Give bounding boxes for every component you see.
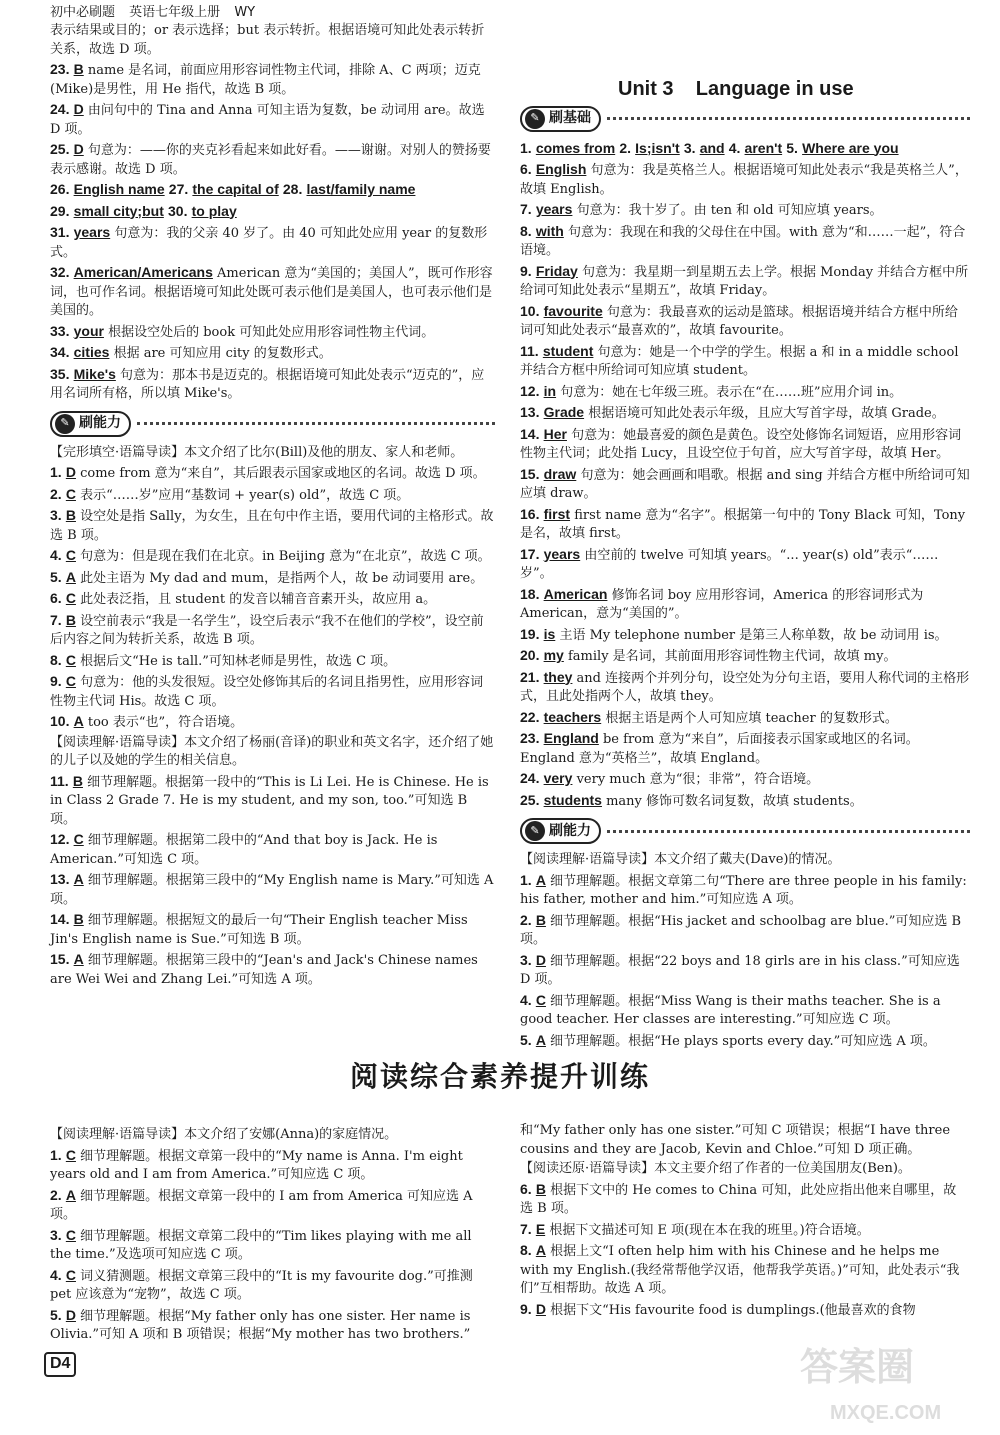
dotted-rule (607, 117, 970, 120)
header-edition: WY (234, 5, 256, 20)
answer-key: my (543, 647, 564, 663)
answer-entry (520, 991, 970, 1030)
watermark-logo: 答案圈 (800, 1345, 915, 1389)
question-number: 24. (520, 770, 540, 786)
question-number: 8. (50, 651, 62, 668)
question-number: 14. (50, 911, 70, 927)
header-subject: 英语七年级上册 (129, 5, 221, 20)
question-number: 15. (520, 465, 540, 482)
right-column (520, 80, 970, 1052)
question-number: 2. (619, 139, 632, 156)
question-number: 23. (520, 730, 540, 746)
answer-entry (520, 382, 970, 403)
explanation-text: 句意为：那本书是迈克的。根据语境可知此处表示“迈克的”，应用名词所有格，所以填 Mike's。 (50, 367, 485, 401)
question-number: 29. (50, 202, 70, 219)
answer-key: Friday (535, 262, 578, 279)
answer-key: last/family name (306, 181, 416, 197)
explanation-text: 句意为：但是现在我们在北京。in Beijing 意为“在北京”，故选 C 项。 (80, 549, 491, 564)
bottom-section-title: 阅读综合素养提升训练 (349, 1060, 650, 1093)
answer-entry (520, 951, 970, 990)
question-number: 6. (520, 161, 532, 177)
bottom-left-answers (50, 1126, 490, 1345)
answer-entry (50, 589, 495, 610)
question-number: 11. (50, 772, 69, 789)
question-number: 16. (520, 505, 540, 522)
answer-entry (50, 100, 495, 139)
question-number: 5. (50, 1306, 62, 1323)
explanation-text: 句意为：我现在和我的父母住在中国。with 意为“和……一起”，符合语境。 (520, 224, 966, 258)
answer-entry (50, 202, 495, 223)
explanation-text: first name 意为“名字”。根据第一句中的 Tony Black 可知，Tony 是名，故填 first。 (520, 507, 966, 541)
question-number: 1. (520, 139, 532, 156)
explanation-text: many 修饰可数名词复数，故填 students。 (606, 793, 863, 809)
answer-key: B (73, 911, 84, 927)
explanation-text: 细节理解题。根据“He plays sports every day.”可知应选 A 项。 (550, 1033, 936, 1049)
answer-key: C (65, 547, 76, 563)
answer-key: the capital of (192, 181, 279, 197)
question-number: 5. (50, 568, 62, 585)
explanation-text: 句意为：她会画画和唱歌。根据 and sing 并结合方框中所给词可知应填 draw。 (520, 467, 970, 501)
answer-key: C (65, 651, 76, 668)
question-number: 9. (50, 673, 62, 689)
answer-entry (50, 140, 495, 179)
section-badge-label: 刷能力 (79, 415, 121, 432)
explanation-text: 【完形填空·语篇导读】本文介绍了比尔(Bill)及他的朋友、家人和老师。 (50, 444, 464, 460)
answer-key: years (73, 224, 111, 240)
question-number: 34. (50, 344, 70, 360)
question-number: 22. (520, 708, 540, 725)
answer-key: very (543, 770, 573, 786)
answer-key: B (73, 61, 84, 77)
question-number: 23. (50, 61, 70, 77)
answer-key: E (535, 1220, 546, 1237)
answer-key: they (543, 668, 573, 685)
explanation-text: 细节理解题。根据文章第一段中的 I am from America 可知应选 A 项。 (50, 1188, 473, 1222)
question-number: 13. (50, 871, 70, 887)
section-badge-label: 刷能力 (549, 822, 591, 839)
answer-entry (50, 322, 495, 343)
answer-entry (520, 668, 970, 707)
explanation-text: 根据下文中的 He comes to China 可知，此处应指出他来自哪里，故选 B 项。 (520, 1182, 957, 1216)
question-number: 4. (50, 547, 62, 563)
explanation-text: 【阅读还原·语篇导读】本文主要介绍了作者的一位美国朋友(Ben)。 (520, 1161, 911, 1176)
answer-entry (520, 1122, 965, 1159)
answer-entry (50, 485, 495, 506)
answer-entry (520, 1160, 965, 1179)
section-badge (50, 411, 131, 437)
explanation-text: 根据下文“His favourite food is dumplings.(他最喜欢的食物 (550, 1302, 916, 1318)
answer-key: D (65, 1306, 76, 1323)
question-number: 24. (50, 101, 70, 117)
answer-entry (50, 950, 495, 989)
answer-key: B (535, 911, 546, 928)
explanation-text: 细节理解题。根据短文的最后一句“Their English teacher Miss Jin's English name is Sue.”可知选 B 项。 (50, 913, 468, 947)
answer-key: D (535, 1300, 546, 1317)
explanation-text: 句意为：她最喜爱的颜色是黄色。设空处修饰名词短语，应用形容词性物主代词；此处指 Lucy，且设空位于句首，应大写首字母，故填 Her。 (520, 427, 962, 461)
answer-entry (50, 343, 495, 364)
answer-key: A (73, 951, 84, 967)
answer-entry (520, 871, 970, 910)
explanation-text: 句意为：她在七年级三班。表示在“在……班”应用介词 in。 (560, 384, 903, 400)
answer-key: comes from (535, 139, 616, 156)
answer-key: students (543, 791, 602, 808)
answer-entry (50, 1186, 490, 1225)
answer-entry (520, 222, 970, 261)
question-number: 3. (520, 951, 532, 968)
explanation-text: 细节理解题。根据文章第一段中的“My name is Anna. I'm eight years old and I am from America.”可知应选 C 项。 (50, 1148, 463, 1182)
right-section-header-2 (520, 817, 970, 845)
explanation-text: be from 意为“来自”，后面接表示国家或地区的名词。England 意为“英格兰”，故填 England。 (520, 732, 919, 766)
answer-key: American (543, 585, 608, 602)
answer-key: American/Americans (73, 264, 213, 280)
answer-key: to play (191, 202, 237, 219)
answer-entry (50, 180, 495, 201)
answer-key: A (65, 568, 76, 585)
answer-key: C (65, 590, 76, 606)
explanation-text: 细节理解题。根据第三段中的“Jean's and Jack's Chinese names are Wei Wei and Zhang Lei.”可知选 A 项。 (50, 953, 478, 987)
answer-entry (520, 1180, 965, 1219)
question-number: 9. (520, 1300, 532, 1317)
dotted-rule (137, 422, 495, 425)
question-number: 26. (50, 181, 70, 197)
answer-key: D (65, 464, 76, 480)
explanation-text: 句意为：我十岁了。由 ten 和 old 可知应填 years。 (576, 203, 883, 218)
answer-key: C (73, 831, 84, 847)
answer-key: teachers (543, 708, 602, 725)
explanation-text: and 连接两个并列分句，设空处为分句主语，要用人称代词的主格形式，且此处指两个人，故填 they。 (520, 670, 970, 704)
answer-entry (50, 910, 495, 949)
pen-icon: ✎ (55, 414, 75, 434)
bottom-right-column (520, 1122, 965, 1321)
question-number: 18. (520, 585, 540, 602)
answer-key: your (73, 322, 104, 339)
answer-entry (520, 139, 970, 160)
header-book: 初中必刷题 (50, 5, 116, 20)
explanation-text: 和“My father only has one sister.”可知 C 项错误；根据“I have three cousins and they are Jacob, Kevin and Chloe.”可知 D 项正确。 (520, 1123, 951, 1157)
pen-icon: ✎ (525, 109, 545, 129)
answer-entry (50, 1126, 490, 1145)
question-number: 3. (683, 139, 696, 156)
question-number: 12. (50, 831, 70, 847)
explanation-text: 句意为：我是英格兰人。根据语境可知此处表示“我是英格兰人”，故填 English。 (520, 163, 968, 197)
answer-entry (50, 672, 495, 711)
answer-entry (50, 1226, 490, 1265)
answer-key: Grade (543, 404, 585, 420)
answer-entry (520, 262, 970, 301)
left-column (50, 22, 495, 990)
answer-entry (50, 263, 495, 321)
question-number: 4. (50, 1266, 62, 1283)
answer-key: cities (73, 344, 110, 360)
left-ability-answers (50, 444, 495, 990)
answer-key: C (65, 1226, 76, 1243)
answer-entry (520, 851, 970, 870)
answer-key: Where are you (802, 139, 899, 156)
answer-entry (50, 651, 495, 672)
question-number: 1. (520, 871, 532, 888)
question-number: 31. (50, 224, 70, 240)
explanation-text: 根据主语是两个人可知应填 teacher 的复数形式。 (605, 710, 898, 726)
answer-entry (520, 646, 970, 667)
answer-entry (50, 734, 495, 771)
explanation-text: 细节理解题。根据“My father only has one sister. Her name is Olivia.”可知 A 项和 B 项错误；根据“My mother has two brothers.” (50, 1308, 471, 1342)
answer-entry (50, 506, 495, 545)
answer-key: Is;isn't (635, 139, 680, 156)
answer-entry (520, 1241, 965, 1299)
explanation-text: 由空前的 twelve 可知填 years。“... year(s) old”表示“……岁”。 (520, 547, 939, 581)
right-ability-answers (520, 851, 970, 1051)
answer-key: Mike's (73, 365, 116, 382)
answer-entry (50, 830, 495, 869)
answer-key: B (65, 611, 76, 628)
question-number: 3. (50, 1226, 62, 1243)
question-number: 10. (520, 302, 540, 319)
watermark-url: MXQE.COM (830, 1402, 942, 1424)
question-number: 20. (520, 647, 540, 663)
pen-icon: ✎ (525, 821, 545, 841)
question-number: 7. (520, 1220, 532, 1237)
explanation-text: family 是名词，其前面用形容词性物主代词，故填 my。 (567, 649, 897, 664)
explanation-text: 细节理解题。根据“Miss Wang is their maths teacher. She is a good teacher. Her classes are interesting.”可知应选 C 项。 (520, 993, 941, 1027)
question-number: 1. (50, 464, 62, 480)
answer-key: draw (543, 465, 577, 482)
answer-entry (520, 769, 970, 790)
question-number: 13. (520, 404, 540, 420)
answer-key: B (535, 1180, 546, 1197)
answer-key: C (65, 485, 76, 502)
question-number: 4. (728, 139, 741, 156)
question-number: 12. (520, 382, 540, 399)
answer-key: A (73, 713, 84, 729)
answer-key: C (65, 1266, 76, 1283)
unit-title: Unit 3 Language in use (618, 78, 854, 100)
explanation-text: 句意为：他的头发很短。设空处修饰其后的名词且指男性，应用形容词性物主代词 His。故选 C 项。 (50, 675, 484, 709)
question-number: 3. (50, 507, 62, 523)
question-number: 6. (50, 590, 62, 606)
answer-key: and (699, 139, 725, 156)
explanation-text: 句意为：她是一个中学的学生。根据 a 和 in a middle school 并结合方框中所给词可知应填 student。 (520, 344, 959, 378)
answer-key: Her (543, 425, 567, 442)
question-number: 2. (520, 911, 532, 928)
explanation-text: 设空处是指 Sally，为女生，且在句中作主语，要用代词的主格形式。故选 B 项。 (50, 509, 494, 543)
question-number: 25. (50, 141, 70, 157)
question-number: 11. (520, 342, 539, 359)
answer-entry (520, 585, 970, 624)
left-basic-answers (50, 22, 495, 404)
bottom-left-column (50, 1126, 490, 1346)
answer-key: is (543, 625, 556, 642)
answer-entry (520, 302, 970, 341)
explanation-text: 设空前表示“我是一名学生”，设空后表示“我不在他们的学校”，设空前后内容之间为转折关系，故选 B 项。 (50, 613, 484, 647)
explanation-text: 句意为：——你的夹克衫看起来如此好看。——谢谢。对别人的赞扬要表示感谢。故选 D 项。 (50, 143, 491, 177)
explanation-text: 句意为：我最喜欢的运动是篮球。根据语境并结合方框中所给词可知此处表示“最喜欢的”，故填 favourite。 (520, 304, 958, 338)
explanation-text: 此处表泛指，且 student 的发音以辅音音素开头，故应用 a。 (80, 592, 437, 607)
answer-key: first (543, 505, 571, 522)
question-number: 7. (50, 611, 62, 628)
answer-key: aren't (744, 139, 783, 156)
explanation-text: 【阅读理解·语篇导读】本文介绍了安娜(Anna)的家庭情况。 (50, 1127, 398, 1142)
answer-entry (50, 1146, 490, 1185)
question-number: 6. (520, 1180, 532, 1197)
explanation-text: 此处主语为 My dad and mum，是指两个人，故 be 动词要用 are。 (80, 570, 484, 586)
explanation-text: 根据语境可知此处表示年级，且应大写首字母，故填 Grade。 (588, 406, 945, 421)
answer-entry (520, 403, 970, 424)
bottom-right-answers (520, 1122, 965, 1320)
answer-entry (520, 708, 970, 729)
answer-key: years (535, 201, 573, 217)
question-number: 15. (50, 951, 70, 967)
right-section-header-1 (520, 105, 970, 133)
answer-key: A (535, 871, 546, 888)
explanation-text: American 意为“美国的；美国人”，既可作形容词，也可作名词。根据语境可知此处既可表示他们是美国人，也可表示他们是美国的。 (50, 266, 493, 318)
question-number: 8. (520, 222, 532, 239)
explanation-text: 细节理解题。根据“22 boys and 18 girls are in his class.”可知应选 D 项。 (520, 953, 960, 987)
answer-entry (50, 546, 495, 567)
answer-key: small city;but (73, 202, 164, 219)
page-number: D4 (44, 1352, 76, 1377)
explanation-text: too 表示“也”，符合语境。 (87, 715, 244, 730)
explanation-text: 【阅读理解·语篇导读】本文介绍了戴夫(Dave)的情况。 (520, 852, 841, 867)
answer-key: B (65, 507, 76, 523)
explanation-text: name 是名词，前面应用形容词性物主代词，排除 A、C 两项；迈克(Mike)是男性，用 He 指代，故选 B 项。 (50, 63, 481, 97)
answer-entry (520, 791, 970, 812)
question-number: 14. (520, 425, 540, 442)
answer-key: A (535, 1242, 546, 1258)
answer-entry (50, 611, 495, 650)
question-number: 35. (50, 365, 70, 382)
answer-entry (50, 22, 495, 59)
explanation-text: 表示“……岁”应用“基数词 + year(s) old”，故选 C 项。 (80, 487, 410, 503)
explanation-text: 主语 My telephone number 是第三人称单数，故 be 动词用 is。 (559, 627, 948, 643)
question-number: 21. (520, 668, 540, 685)
explanation-text: 根据后文“He is tall.”可知林老师是男性，故选 C 项。 (80, 653, 397, 669)
question-number: 17. (520, 545, 540, 562)
answer-entry (50, 60, 495, 99)
answer-entry (520, 1220, 965, 1241)
answer-key: A (73, 871, 84, 887)
dotted-rule (607, 830, 970, 833)
answer-entry (50, 870, 495, 909)
answer-key: C (535, 991, 546, 1008)
answer-entry (50, 1266, 490, 1305)
question-number: 5. (520, 1031, 532, 1048)
question-number: 2. (50, 1186, 62, 1203)
section-badge (520, 818, 601, 844)
answer-key: favourite (543, 302, 603, 319)
explanation-text: 细节理解题。根据文章第二句“There are three people in his family: his father, mother and him.”可知应选 A 项。 (520, 873, 967, 907)
explanation-text: 细节理解题。根据第三段中的“My English name is Mary.”可知选 A 项。 (50, 873, 494, 907)
answer-entry (520, 160, 970, 199)
question-number: 10. (50, 713, 70, 729)
explanation-text: 修饰名词 boy 应用形容词，America 的形容词形式为 American，意为“美国的”。 (520, 587, 924, 621)
answer-key: years (543, 545, 581, 562)
question-number: 25. (520, 791, 540, 808)
answer-entry (50, 772, 495, 830)
explanation-text: 细节理解题。根据“His jacket and schoolbag are blue.”可知应选 B 项。 (520, 913, 962, 947)
explanation-text: 词义猜测题。根据文章第三段中的“It is my favourite dog.”可推测 pet 应该意为“宠物”，故选 C 项。 (50, 1268, 473, 1302)
answer-key: D (535, 951, 546, 968)
question-number: 1. (50, 1146, 62, 1163)
explanation-text: come from 意为“来自”，其后跟表示国家或地区的名词。故选 D 项。 (80, 466, 486, 481)
answer-entry (520, 465, 970, 504)
answer-entry (520, 342, 970, 381)
answer-entry (520, 625, 970, 646)
answer-key: C (65, 673, 76, 689)
left-section-header (50, 410, 495, 438)
answer-entry (50, 223, 495, 262)
answer-key: English (535, 161, 587, 177)
answer-entry (520, 505, 970, 544)
answer-key: English name (73, 181, 165, 197)
answer-entry (50, 1306, 490, 1345)
question-number: 8. (520, 1242, 532, 1258)
question-number: 33. (50, 322, 70, 339)
answer-entry (520, 1300, 965, 1321)
question-number: 2. (50, 485, 62, 502)
answer-key: D (73, 141, 84, 157)
section-badge (520, 106, 601, 132)
explanation-text: very much 意为“很；非常”，符合语境。 (576, 772, 820, 787)
section-badge-label: 刷基础 (549, 110, 591, 127)
answer-key: England (543, 730, 599, 746)
explanation-text: 句意为：我星期一到星期五去上学。根据 Monday 并结合方框中所给词可知此处表示“星期五”，故填 Friday。 (520, 264, 969, 298)
answer-key: D (73, 101, 84, 117)
answer-key: C (65, 1146, 76, 1163)
explanation-text: 根据上文“I often help him with his Chinese and he helps me with my English.(我经常帮他学汉语，他帮我学英语。)”可知，此处表示“我们”互相帮助。故选 A 项。 (520, 1244, 960, 1296)
answer-entry (520, 911, 970, 950)
question-number: 27. (168, 181, 189, 197)
explanation-text: 根据下文描述可知 E 项(现在本在我的班里。)符合语境。 (549, 1222, 870, 1238)
answer-key: student (542, 342, 594, 359)
question-number: 7. (520, 201, 532, 217)
answer-key: with (535, 222, 564, 239)
answer-entry (520, 545, 970, 584)
answer-entry (50, 712, 495, 733)
answer-entry (50, 365, 495, 404)
answer-entry (50, 444, 495, 463)
explanation-text: 【阅读理解·语篇导读】本文介绍了杨丽(音译)的职业和英文名字，还介绍了她的儿子以及她的学生的相关信息。 (50, 734, 494, 768)
answer-key: B (72, 772, 83, 789)
answer-entry (520, 425, 970, 464)
explanation-text: 根据 are 可知应用 city 的复数形式。 (113, 346, 332, 361)
answer-entry (50, 568, 495, 589)
right-basic-answers (520, 139, 970, 812)
answer-entry (520, 200, 970, 221)
explanation-text: 句意为：我的父亲 40 岁了。由 40 可知此处应用 year 的复数形式。 (50, 226, 488, 260)
explanation-text: 根据设空处后的 book 可知此处应用形容词性物主代词。 (108, 324, 435, 340)
answer-key: in (543, 382, 557, 399)
question-number: 30. (168, 202, 188, 219)
explanation-text: 由问句中的 Tina and Anna 可知主语为复数，be 动词用 are。故选 D 项。 (50, 103, 485, 137)
question-number: 4. (520, 991, 532, 1008)
question-number: 32. (50, 264, 70, 280)
explanation-text: 细节理解题。根据文章第二段中的“Tim likes playing with me all the time.”及选项可知应选 C 项。 (50, 1228, 472, 1262)
answer-key: A (535, 1031, 546, 1048)
question-number: 9. (520, 262, 532, 279)
question-number: 19. (520, 625, 540, 642)
answer-entry (520, 729, 970, 768)
running-header (50, 4, 265, 23)
explanation-text: 细节理解题。根据第二段中的“And that boy is Jack. He is American.”可知选 C 项。 (50, 833, 438, 867)
answer-entry (50, 463, 495, 484)
question-number: 5. (786, 139, 798, 156)
answer-entry (520, 1031, 970, 1052)
answer-key: A (65, 1186, 76, 1203)
question-number: 28. (282, 181, 303, 197)
explanation-text: 表示结果或目的；or 表示选择；but 表示转折。根据语境可知此处表示转折关系，故选 D 项。 (50, 23, 485, 57)
explanation-text: 细节理解题。根据第一段中的“This is Li Lei. He is Chinese. He is in Class 2 Grade 7. He is my student, and my son, too.”可知选 B 项。 (50, 774, 489, 827)
